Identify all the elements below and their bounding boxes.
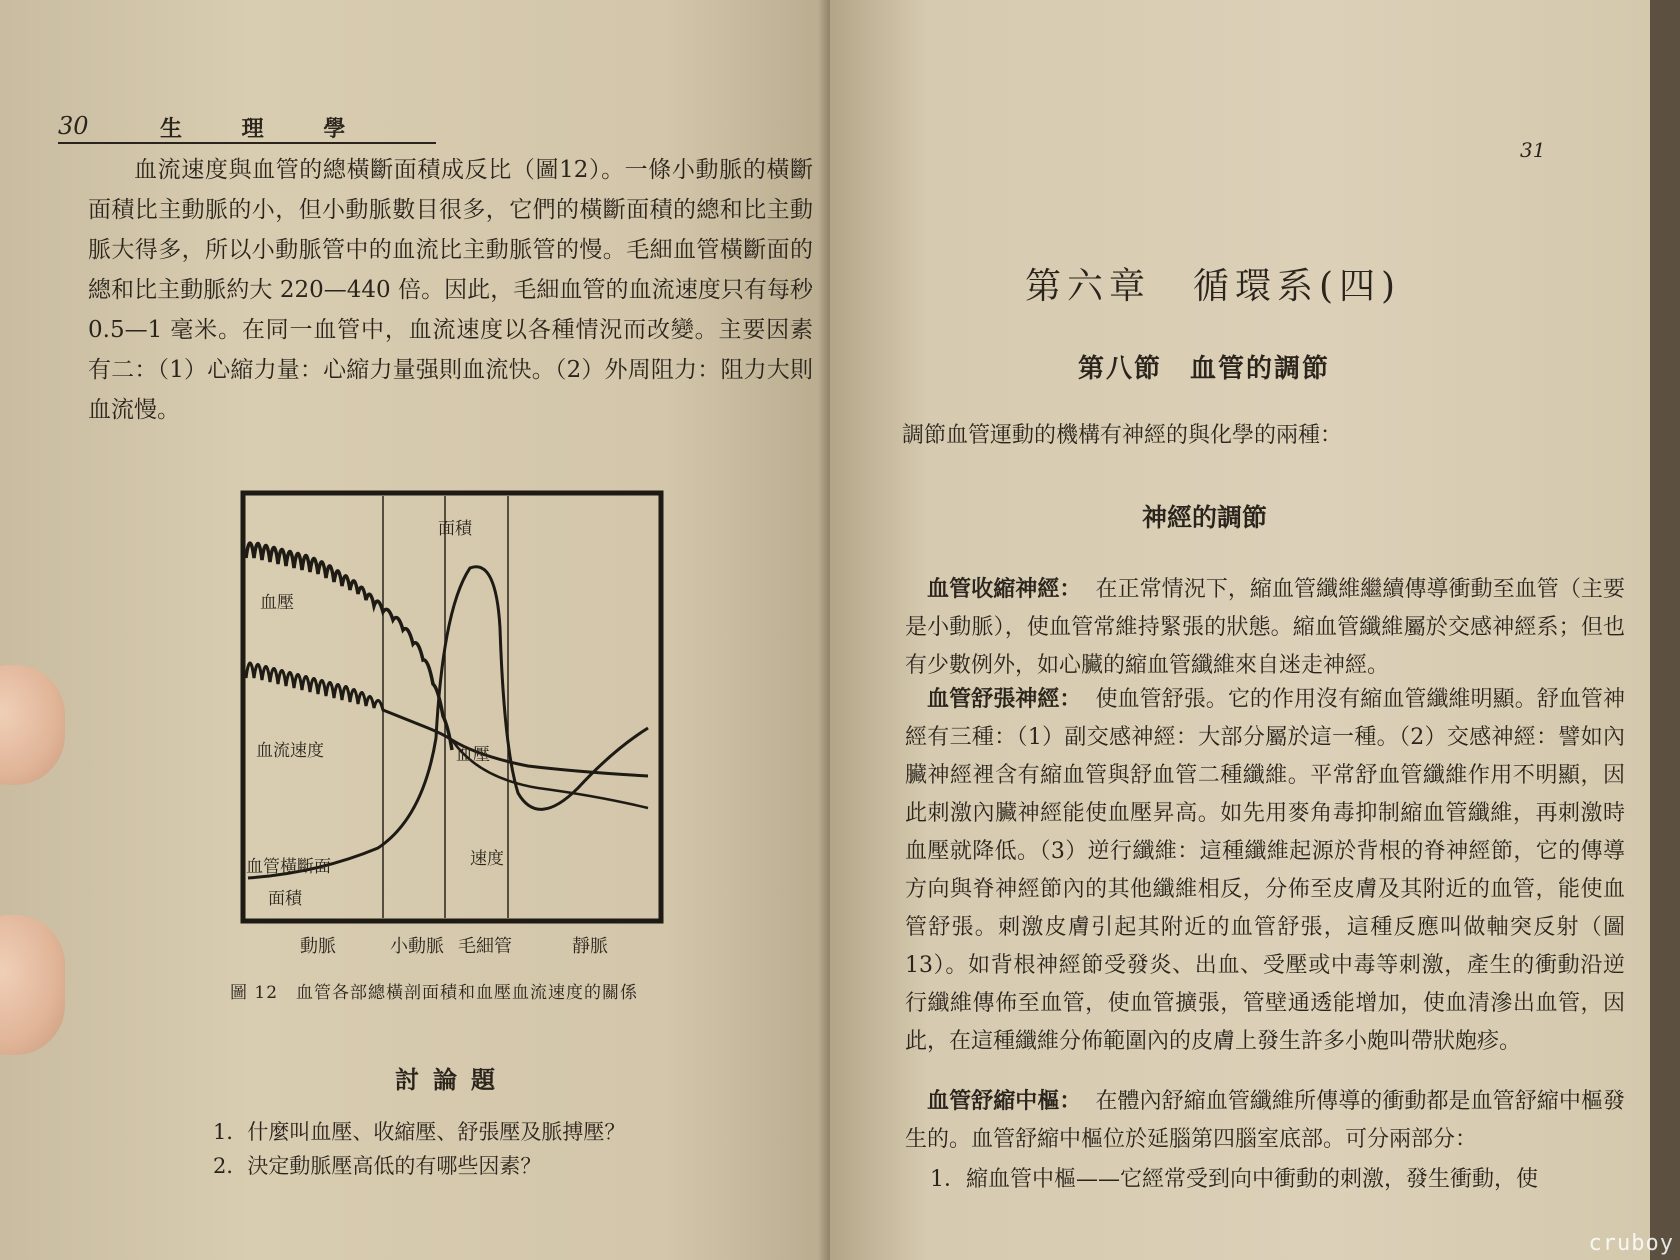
running-header-title: 生 理 學 xyxy=(160,116,372,142)
discussion-question-1: 1．什麼叫血壓、收縮壓、舒張壓及脈搏壓？ xyxy=(213,1120,626,1144)
area-curve xyxy=(248,567,648,878)
label-velocity-right: 速度 xyxy=(470,849,504,869)
figure-caption: 圖 12 血管各部總橫剖面積和血壓血流速度的關係 xyxy=(230,983,639,1003)
label-pressure-right: 血壓 xyxy=(456,745,490,765)
x-label-capillary: 毛細管 xyxy=(458,936,512,957)
watermark-text: cruboy xyxy=(1588,1231,1674,1256)
right-page xyxy=(830,0,1650,1260)
label-cross-section: 血管橫斷面 xyxy=(246,857,331,877)
list-item-1: 1．縮血管中樞——它經常受到向中衝動的刺激，發生衝動，使 xyxy=(930,1167,1538,1192)
discussion-title: 討論題 xyxy=(395,1065,509,1094)
label-velocity: 血流速度 xyxy=(256,741,324,761)
paragraph-vasomotor-center xyxy=(905,1082,1625,1159)
header-rule xyxy=(58,142,436,144)
term-vasoconstrictor: 血管收縮神經： xyxy=(927,576,1082,602)
text-vasomotor-center: 在體內舒縮血管纖維所傳導的衝動都是血管舒縮中樞發生的。血管舒縮中樞位於延腦第四腦室底部。可分兩部分： xyxy=(905,1089,1625,1152)
left-page-number: 30 xyxy=(58,112,89,140)
left-page xyxy=(0,0,830,1260)
paragraph-vasoconstrictor xyxy=(905,570,1625,685)
discussion-question-2: 2．決定動脈壓高低的有哪些因素？ xyxy=(213,1154,542,1178)
label-area-bottom: 面積 xyxy=(268,889,302,909)
subsection-title: 神經的調節 xyxy=(1142,503,1268,532)
text-vasoconstrictor: 在正常情況下，縮血管纖維繼續傳導衝動至血管（主要是小動脈），使血管常維持緊張的狀態。縮血管纖維屬於交感神經系；但也有少數例外，如心臟的縮血管纖維來自迷走神經。 xyxy=(905,577,1625,678)
section-title: 第八節 血管的調節 xyxy=(1078,354,1331,384)
term-vasomotor-center: 血管舒縮中樞： xyxy=(927,1088,1082,1114)
figure-12 xyxy=(238,488,668,928)
x-label-arteriole: 小動脈 xyxy=(390,936,444,957)
thumb-finger-bottom xyxy=(0,915,65,1055)
paragraph-vasodilator xyxy=(905,680,1625,1061)
background-edge xyxy=(1650,0,1680,1260)
left-body-paragraph: 血流速度與血管的總橫斷面積成反比（圖12）。一條小動脈的橫斷面積比主動脈的小，但小動脈數目很多，它們的橫斷面積的總和比主動脈大得多，所以小動脈管中的血流比主動脈管的慢。毛細血管橫斷面的總和比主動脈約大 220—440 倍。因此，毛細血管的血流速度只有每秒 0.5—1 毫米。在同一血管中，血流速度以各種情況而改變。主要因素有二：（1）心縮力量：心縮力量强則血流快。（2）外周阻力：阻力大則血流慢。 xyxy=(88,157,813,423)
chapter-title: 第六章 循環系(四) xyxy=(1025,266,1402,307)
text-vasodilator: 使血管舒張。它的作用沒有縮血管纖維明顯。舒血管神經有三種：（1）副交感神經：大部分屬於這一種。（2）交感神經：譬如內臟神經裡含有縮血管與舒血管二種纖維。平常舒血管纖維作用不明顯，因此刺激內臟神經能使血壓昇高。如先用麥角毒抑制縮血管纖維，再刺激時血壓就降低。（3）逆行纖維：這種纖維起源於背根的脊神經節，它的傳導方向與脊神經節內的其他纖維相反，分佈至皮膚及其附近的血管，能使血管舒張。刺激皮膚引起其附近的血管舒張，這種反應叫做軸突反射（圖13）。如背根神經節受發炎、出血、受壓或中毒等刺激，產生的衝動沿逆行纖維傳佈至血管，使血管擴張，管壁通透能增加，使血清滲出血管，因此，在這種纖維分佈範圍內的皮膚上發生許多小皰叫帶狀皰疹。 xyxy=(905,687,1625,1054)
label-pressure: 血壓 xyxy=(260,593,294,613)
intro-line: 調節血管運動的機構有神經的與化學的兩種： xyxy=(902,423,1343,448)
term-vasodilator: 血管舒張神經： xyxy=(927,686,1082,712)
x-label-vein: 靜脈 xyxy=(572,936,608,957)
x-label-artery: 動脈 xyxy=(300,936,336,957)
thumb-finger-top xyxy=(0,665,65,785)
pressure-curve xyxy=(246,543,452,750)
right-page-number: 31 xyxy=(1520,138,1546,162)
label-area-top: 面積 xyxy=(438,519,472,539)
